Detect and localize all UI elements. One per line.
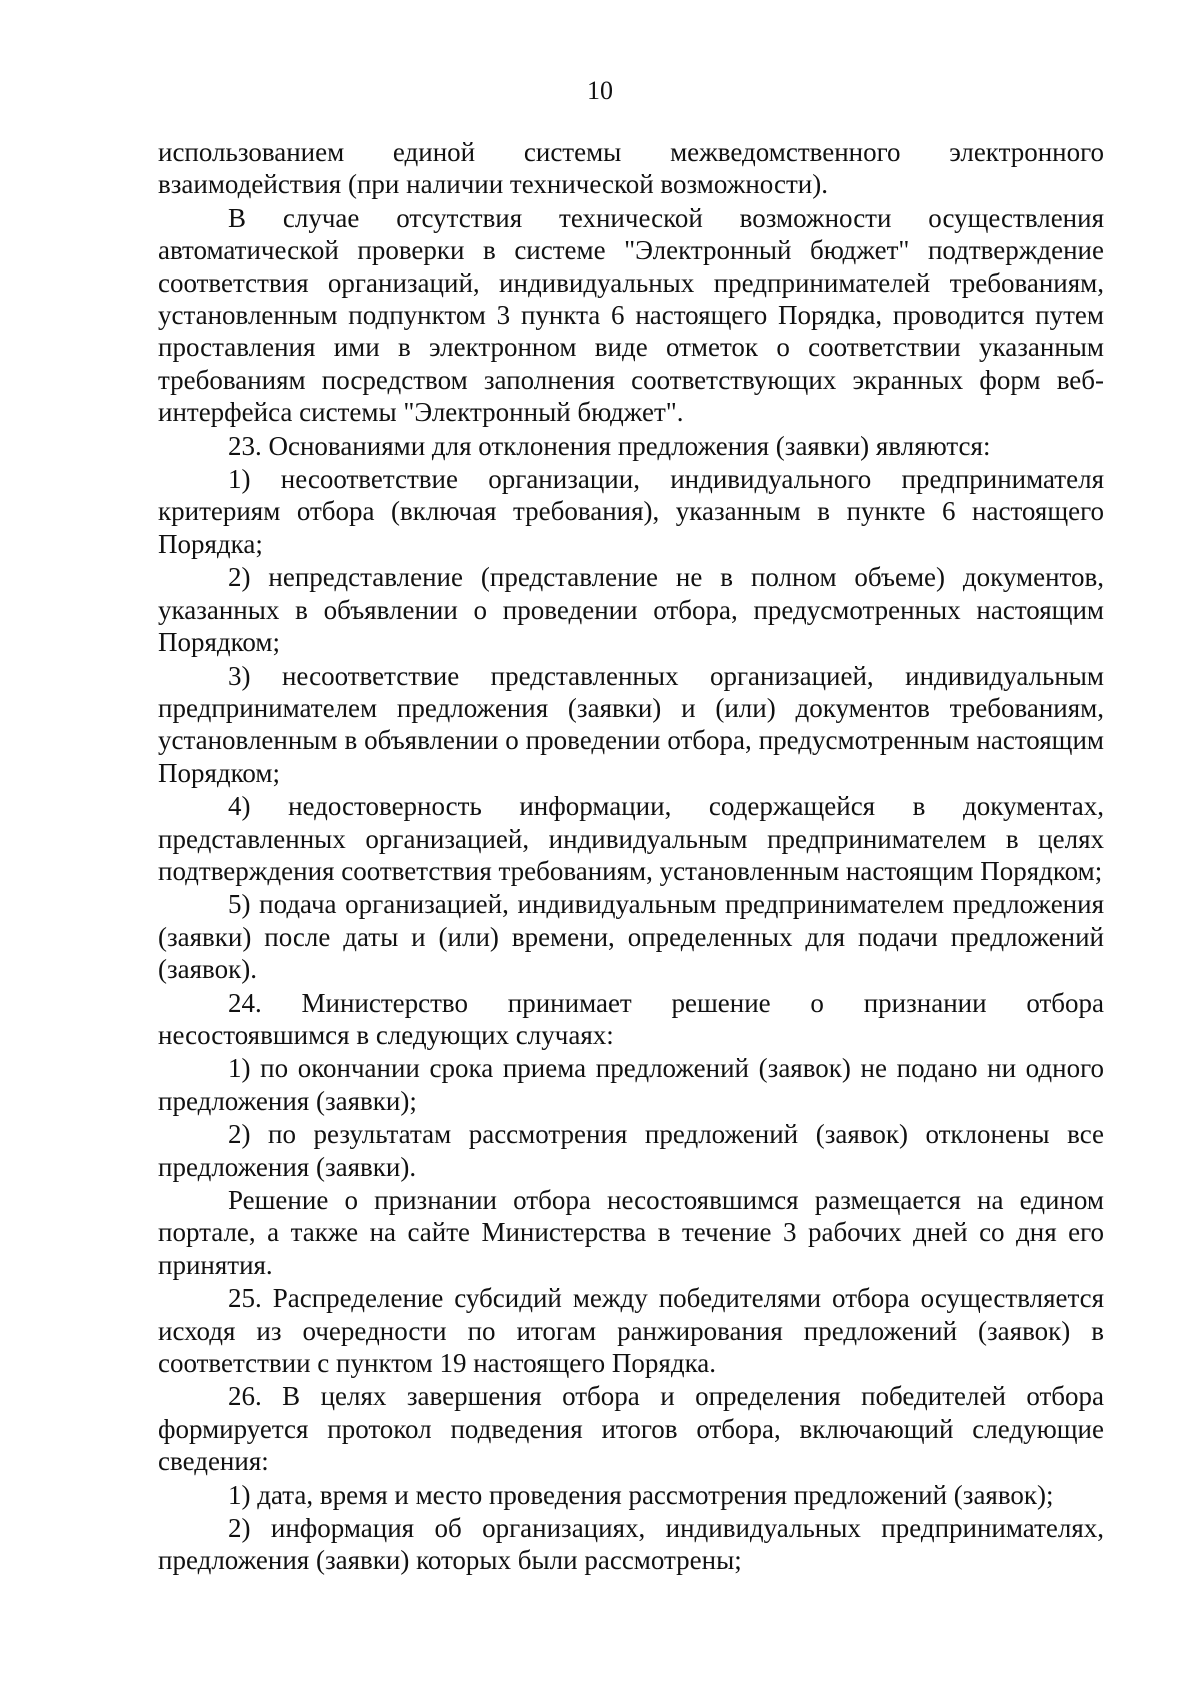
document-body — [158, 136, 1104, 1577]
paragraph-23-item-1: 1) несоответствие организации, индивидуального предпринимателя критериям отбора (включая требования), указанным в пункте 6 настоящего Порядка; — [158, 464, 1104, 559]
paragraph-26-item-2: 2) информация об организациях, индивидуальных предпринимателях, предложения (заявки) которых были рассмотрены; — [158, 1513, 1104, 1576]
paragraph-23-item-5: 5) подача организацией, индивидуальным предпринимателем предложения (заявки) после даты и (или) времени, определенных для подачи предложений (заявок). — [158, 889, 1104, 985]
paragraph-continuation: использованием единой системы межведомственного электронного взаимодействия (при наличии технической возможности). — [158, 137, 1104, 200]
paragraph-23-item-2: 2) непредставление (представление не в полном объеме) документов, указанных в объявлении о проведении отбора, предусмотренных настоящим Порядком; — [158, 562, 1104, 658]
paragraph-26-protocol: 26. В целях завершения отбора и определения победителей отбора формируется протокол подведения итогов отбора, включающий следующие сведения: — [158, 1381, 1104, 1477]
paragraph-no-technical-capability: В случае отсутствия технической возможности осуществления автоматической проверки в системе "Электронный бюджет" подтверждение соответствия организаций, индивидуальных предпринимателей требованиям, установленным подпунктом 3 пункта 6 настоящего Порядка, проводится путем проставления ими в электронном виде отметок о соответствии указанным требованиям посредством заполнения соответствующих экранных форм веб-интерфейса системы "Электронный бюджет". — [158, 202, 1104, 428]
paragraph-25-distribution: 25. Распределение субсидий между победителями отбора осуществляется исходя из очередности по итогам ранжирования предложений (заявок) в соответствии с пунктом 19 настоящего Порядка. — [158, 1283, 1104, 1379]
paragraph-24-decision-publication: Решение о признании отбора несостоявшимся размещается на едином портале, а также на сайте Министерства в течение 3 рабочих дней со дня его принятия. — [158, 1185, 1104, 1280]
paragraph-23-rejection-grounds: 23. Основаниями для отклонения предложения (заявки) являются: — [228, 430, 991, 461]
paragraph-24-item-1: 1) по окончании срока приема предложений (заявок) не подано ни одного предложения (заявки); — [158, 1053, 1104, 1116]
page-number: 10 — [587, 76, 613, 105]
paragraph-24-failed-selection: 24. Министерство принимает решение о признании отбора несостоявшимся в следующих случаях: — [158, 987, 1104, 1050]
paragraph-26-item-1: 1) дата, время и место проведения рассмотрения предложений (заявок); — [228, 1479, 1054, 1510]
paragraph-24-item-2: 2) по результатам рассмотрения предложений (заявок) отклонены все предложения (заявки). — [158, 1119, 1104, 1182]
paragraph-23-item-4: 4) недостоверность информации, содержащейся в документах, представленных организацией, индивидуальным предпринимателем в целях подтверждения соответствия требованиям, установленным настоящим Порядком; — [158, 791, 1104, 886]
paragraph-23-item-3: 3) несоответствие представленных организацией, индивидуальным предпринимателем предложения (заявки) и (или) документов требованиям, установленным в объявлении о проведении отбора, предусмотренным настоящим Порядком; — [158, 660, 1104, 788]
